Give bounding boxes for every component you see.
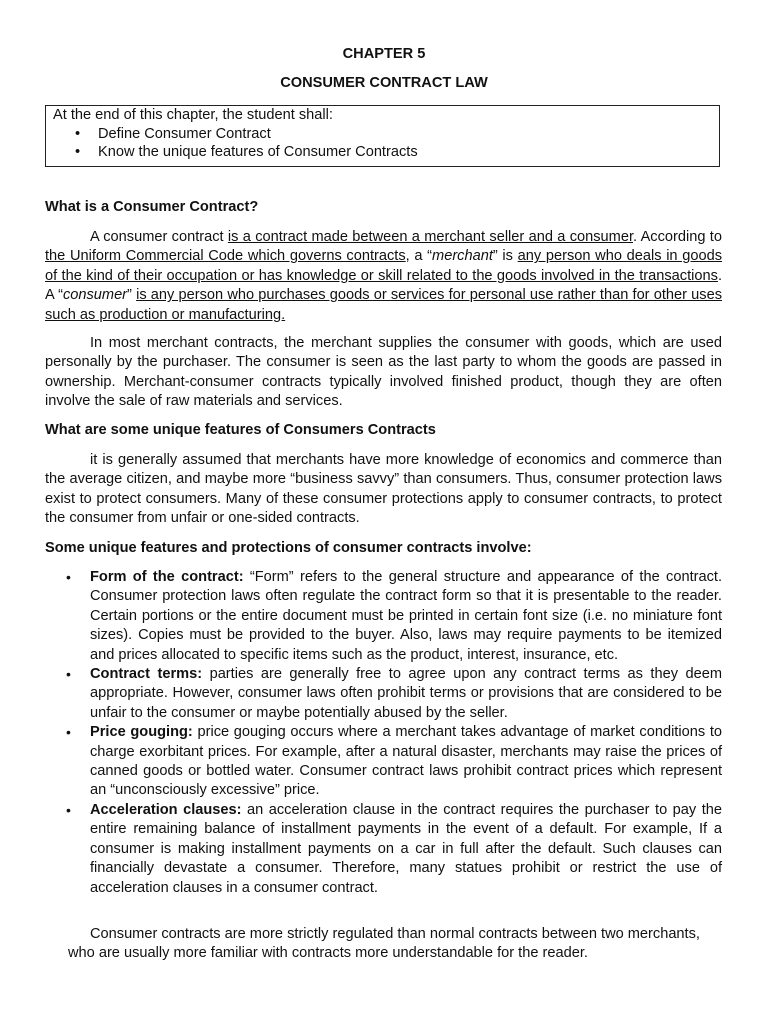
bullet-icon: •	[75, 125, 81, 142]
closing-paragraph: Consumer contracts are more strictly regulated than normal contracts between two merchants, who are usually more familiar with contracts more understandable for the reader.	[68, 926, 700, 962]
learning-objectives-box	[45, 105, 720, 167]
list-item: • Form of the contract: “Form” refers to the general structure and appearance of the contract. Consumer protection laws often regulate the contract form so that it is presentable to the reader. Certain portions or the entire document must be printed in certain font size (i.e. no miniature font sizes). Copies must be provided to the buyer. Also, laws may require payments to be itemized and prices allocated to specific items such as the product, interest, insurance, etc.	[66, 569, 723, 663]
list-item: • Price gouging: price gouging occurs where a merchant takes advantage of market conditions to charge exorbitant prices. For example, after a natural disaster, merchants may raise the prices of canned goods or bottled water. Consumer contract laws prohibit contract prices which represent an “unconsciously excessive” price.	[66, 724, 722, 799]
definition-paragraph: A consumer contract is a contract made between a merchant seller and a consumer. According to the Uniform Commercial Code which governs contracts, a “merchant” is any person who deals in goods of the kind of their occupation or has knowledge or skill related to the goods involved in the transactions. A “consumer” is any person who purchases goods or services for personal use rather than for other uses such as production or manufacturing.	[45, 229, 722, 323]
features-paragraph: it is generally assumed that merchants have more knowledge of economics and commerce than the average citizen, and maybe more “business savvy” than consumers. Thus, consumer protection laws exist to protect consumers. Many of these consumer protections apply to consumer contracts, to protect the consumer from unfair or one-sided contracts.	[45, 452, 722, 527]
objective-item: • Know the unique features of Consumer Contracts	[75, 144, 418, 160]
bullet-icon: •	[75, 144, 81, 160]
section-heading-protections: Some unique features and protections of consumer contracts involve:	[45, 540, 532, 556]
bullet-icon: •	[66, 666, 71, 683]
objectives-list	[53, 125, 719, 162]
bullet-icon: •	[66, 724, 71, 741]
bullet-icon: •	[66, 801, 71, 818]
protections-list	[45, 568, 722, 898]
section-heading-definition: What is a Consumer Contract?	[45, 199, 259, 215]
objectives-intro: At the end of this chapter, the student shall:	[53, 107, 333, 123]
list-item: • Acceleration clauses: an acceleration clause in the contract requires the purchaser to pay the entire remaining balance of installment payments in the event of a default. For example, If a consumer is making installment payments on a car in full after the default. Such clauses can financially devastate a consumer. Therefore, many statues prohibit or restrict the use of acceleration clauses in a consumer contract.	[66, 801, 722, 896]
chapter-number: CHAPTER 5	[342, 46, 426, 62]
chapter-title: CONSUMER CONTRACT LAW	[280, 75, 488, 91]
bullet-icon: •	[66, 569, 71, 585]
objective-item: • Define Consumer Contract	[75, 125, 271, 142]
section-heading-features: What are some unique features of Consumers Contracts	[45, 422, 436, 438]
list-item: • Contract terms: parties are generally free to agree upon any contract terms as they deem appropriate. However, consumer laws often prohibit terms or provisions that are considered to be unfair to the consumer or maybe potentially abused by the seller.	[66, 666, 722, 721]
merchant-contracts-paragraph: In most merchant contracts, the merchant supplies the consumer with goods, which are used personally by the purchaser. The consumer is seen as the last party to whom the goods are passed in ownership. Merchant-consumer contracts typically involved finished product, though they are often involve the sale of raw materials and services.	[45, 335, 722, 410]
